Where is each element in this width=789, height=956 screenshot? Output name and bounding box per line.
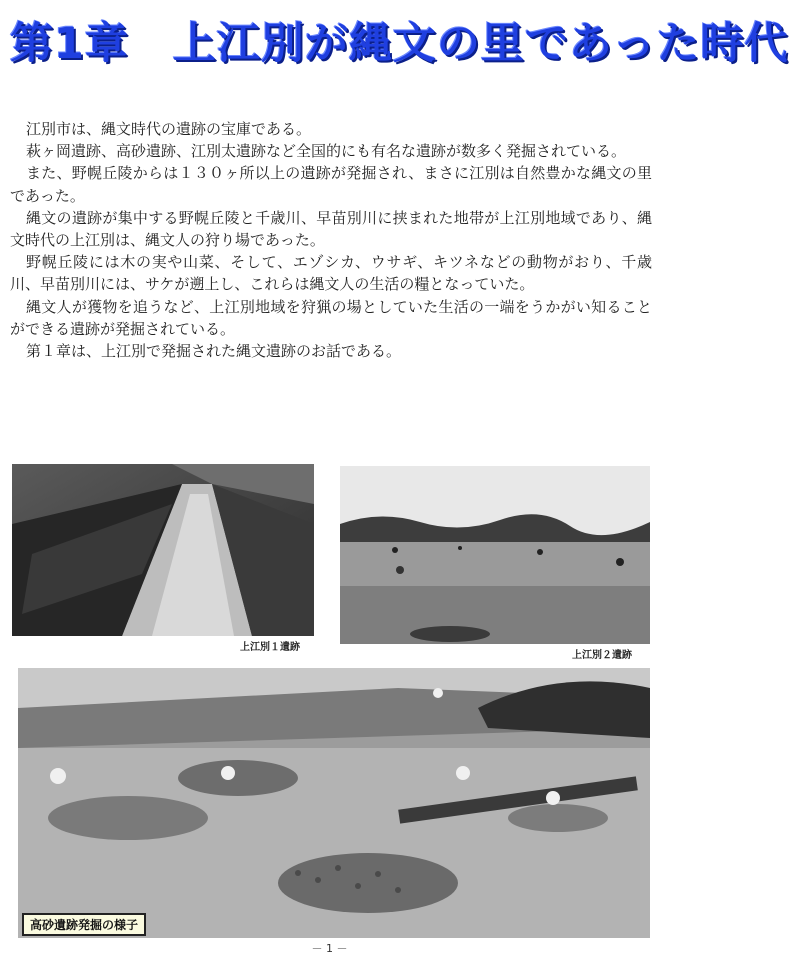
body-text — [10, 118, 652, 362]
paragraph: また、野幌丘陵からは１３０ヶ所以上の遺跡が発掘され、まさに江別は自然豊かな縄文の里であった。 — [10, 164, 652, 205]
photo-caption: 上江別２遺跡 — [572, 650, 632, 661]
paragraph: 野幌丘陵には木の実や山菜、そして、エゾシカ、ウサギ、キツネなどの動物がおり、千歳川、早苗別川には、サケが遡上し、これらは縄文人の生活の糧となっていた。 — [10, 253, 652, 294]
photo-caption-box: 高砂遺跡発掘の様子 — [22, 913, 146, 936]
photo-takasago-excavation — [18, 668, 650, 938]
paragraph: 江別市は、縄文時代の遺跡の宝庫である。 — [26, 120, 312, 138]
paragraph: 萩ヶ岡遺跡、高砂遺跡、江別太遺跡など全国的にも有名な遺跡が数多く発掘されている。 — [26, 142, 627, 161]
photo-kamiebetsu-2-site — [340, 466, 650, 644]
paragraph: 縄文の遺跡が集中する野幌丘陵と千歳川、早苗別川に挟まれた地帯が上江別地域であり、縄文時代の上江別は、縄文人の狩り場であった。 — [10, 208, 652, 250]
chapter-title: 第1章 上江別が縄文の里であった時代 — [10, 19, 789, 69]
paragraph: 縄文人が獲物を追うなど、上江別地域を狩猟の場としていた生活の一端をうかがい知ることができる遺跡が発掘されている。 — [10, 297, 652, 338]
page-number: － 1 － — [311, 942, 348, 955]
paragraph: 第１章は、上江別で発掘された縄文遺跡のお話である。 — [26, 342, 402, 361]
photo-kamiebetsu-1-site — [12, 464, 314, 636]
photo-caption: 上江別１遺跡 — [240, 642, 300, 653]
